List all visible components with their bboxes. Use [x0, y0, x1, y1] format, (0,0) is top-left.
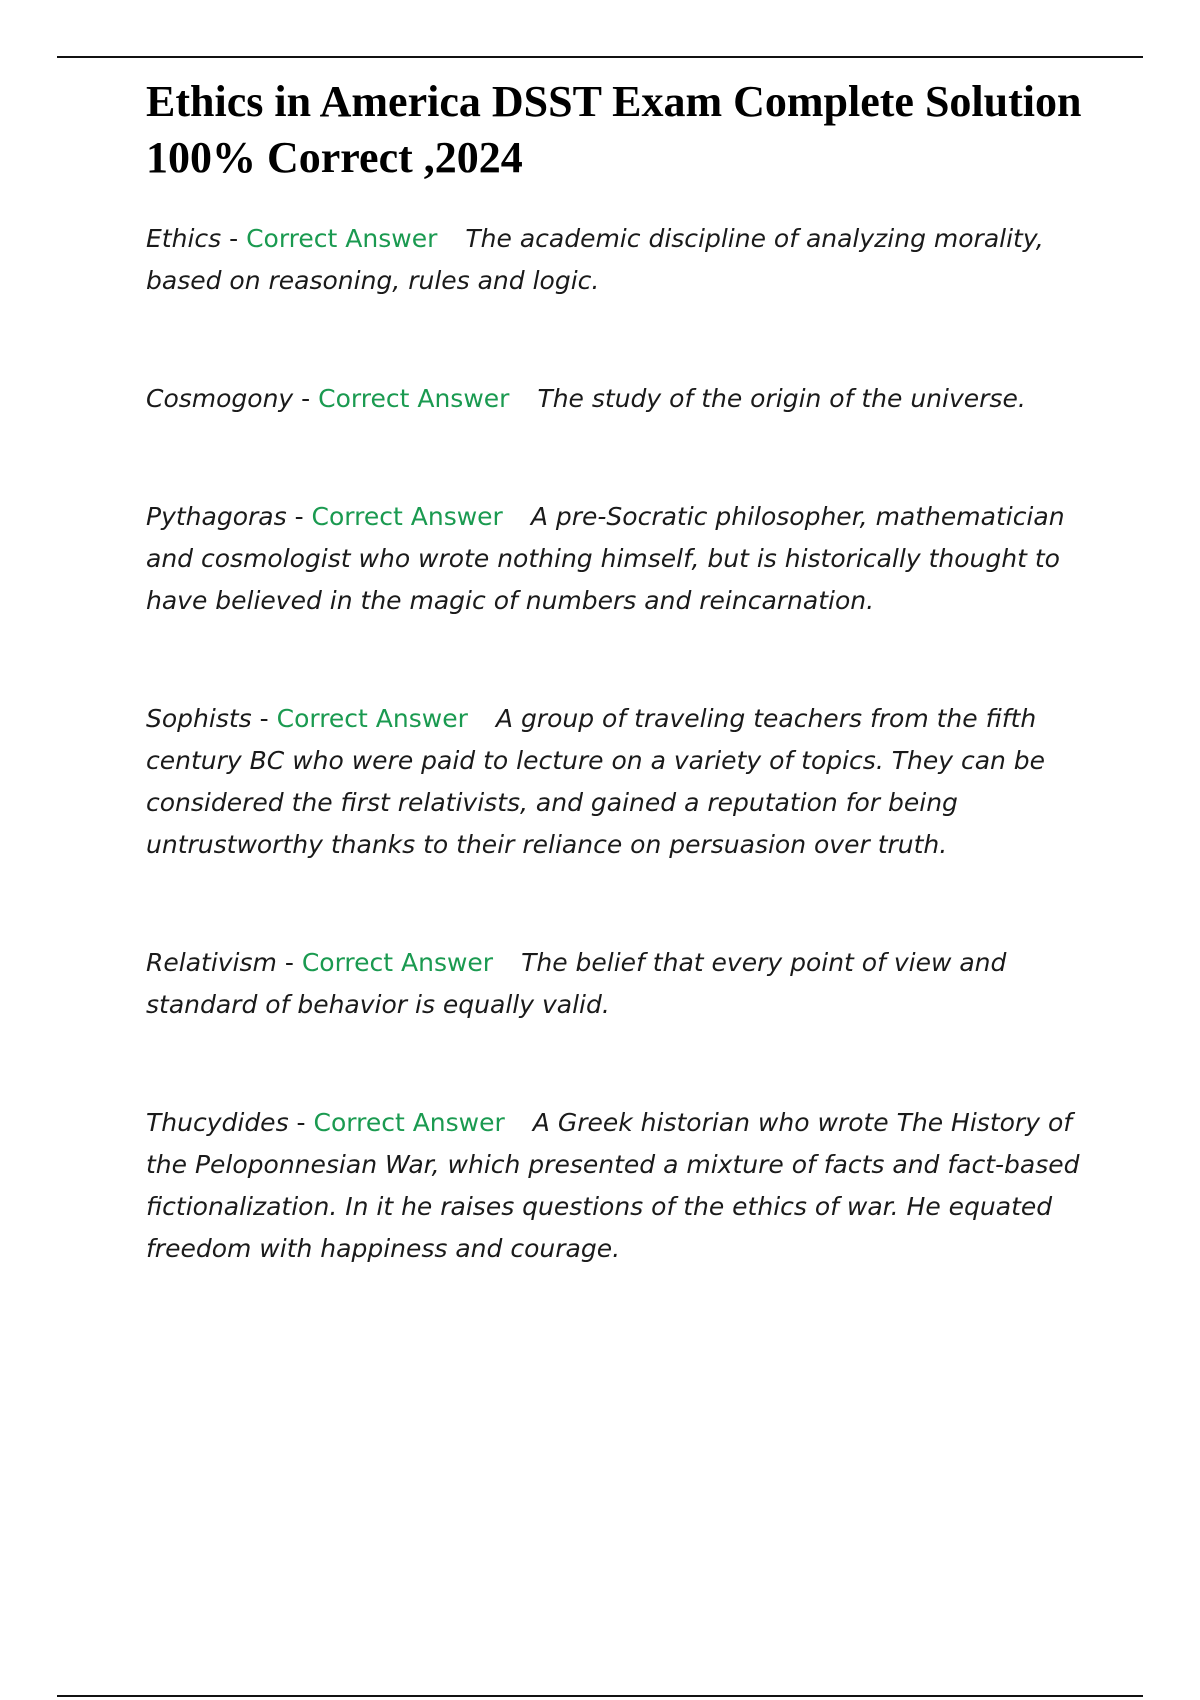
- correct-answer-label: Correct Answer: [311, 502, 503, 531]
- footer-divider: [57, 1695, 1143, 1697]
- entry-definition: A pre-Socratic philosopher, mathematician and cosmologist who wrote nothing himself, but is historically thought to have believed in the magic of numbers and reincarnation.: [146, 502, 1065, 615]
- entry-term: Sophists: [146, 704, 252, 733]
- entry-pythagoras: [146, 496, 1096, 622]
- entry-separator: -: [221, 224, 247, 253]
- entry-term: Pythagoras: [146, 502, 287, 531]
- entry-separator: -: [276, 948, 302, 977]
- entry-definition: A group of traveling teachers from the fifth century BC who were paid to lecture on a variety of topics. They can be considered the first relativists, and gained a reputation for being untrustworthy thanks to their reliance on persuasion over truth.: [146, 704, 1046, 859]
- entry-separator: -: [251, 704, 277, 733]
- entry-definition: The academic discipline of analyzing morality, based on reasoning, rules and logic.: [146, 224, 1044, 295]
- header-divider: [57, 56, 1143, 58]
- entry-ethics: [146, 218, 1096, 302]
- entry-term: Relativism: [146, 948, 277, 977]
- entry-thucydides: [146, 1102, 1096, 1270]
- correct-answer-label: Correct Answer: [318, 384, 510, 413]
- correct-answer-label: Correct Answer: [301, 948, 494, 977]
- correct-answer-label: Correct Answer: [276, 704, 468, 733]
- entry-term: Ethics: [146, 224, 222, 253]
- correct-answer-label: Correct Answer: [313, 1108, 505, 1137]
- entry-relativism: [146, 942, 1096, 1026]
- entry-definition: The belief that every point of view and standard of behavior is equally valid.: [146, 948, 1007, 1019]
- document-title: Ethics in America DSST Exam Complete Solution 100% Correct ,2024: [146, 77, 1082, 182]
- entry-separator: -: [293, 384, 319, 413]
- entry-term: Cosmogony: [146, 384, 294, 413]
- correct-answer-label: Correct Answer: [246, 224, 438, 253]
- entry-definition: A Greek historian who wrote The History of the Peloponnesian War, which presented a mixture of facts and fact-based fictionalization. In it he raises questions of the ethics of war. He equated freedom with happiness and courage.: [146, 1108, 1080, 1263]
- entry-sophists: [146, 698, 1096, 866]
- entry-separator: -: [286, 502, 312, 531]
- entry-definition: The study of the origin of the universe.: [537, 384, 1026, 413]
- entry-separator: -: [288, 1108, 314, 1137]
- entry-term: Thucydides: [146, 1108, 289, 1137]
- entry-cosmogony: [146, 378, 1096, 420]
- document-body: [146, 74, 1096, 1346]
